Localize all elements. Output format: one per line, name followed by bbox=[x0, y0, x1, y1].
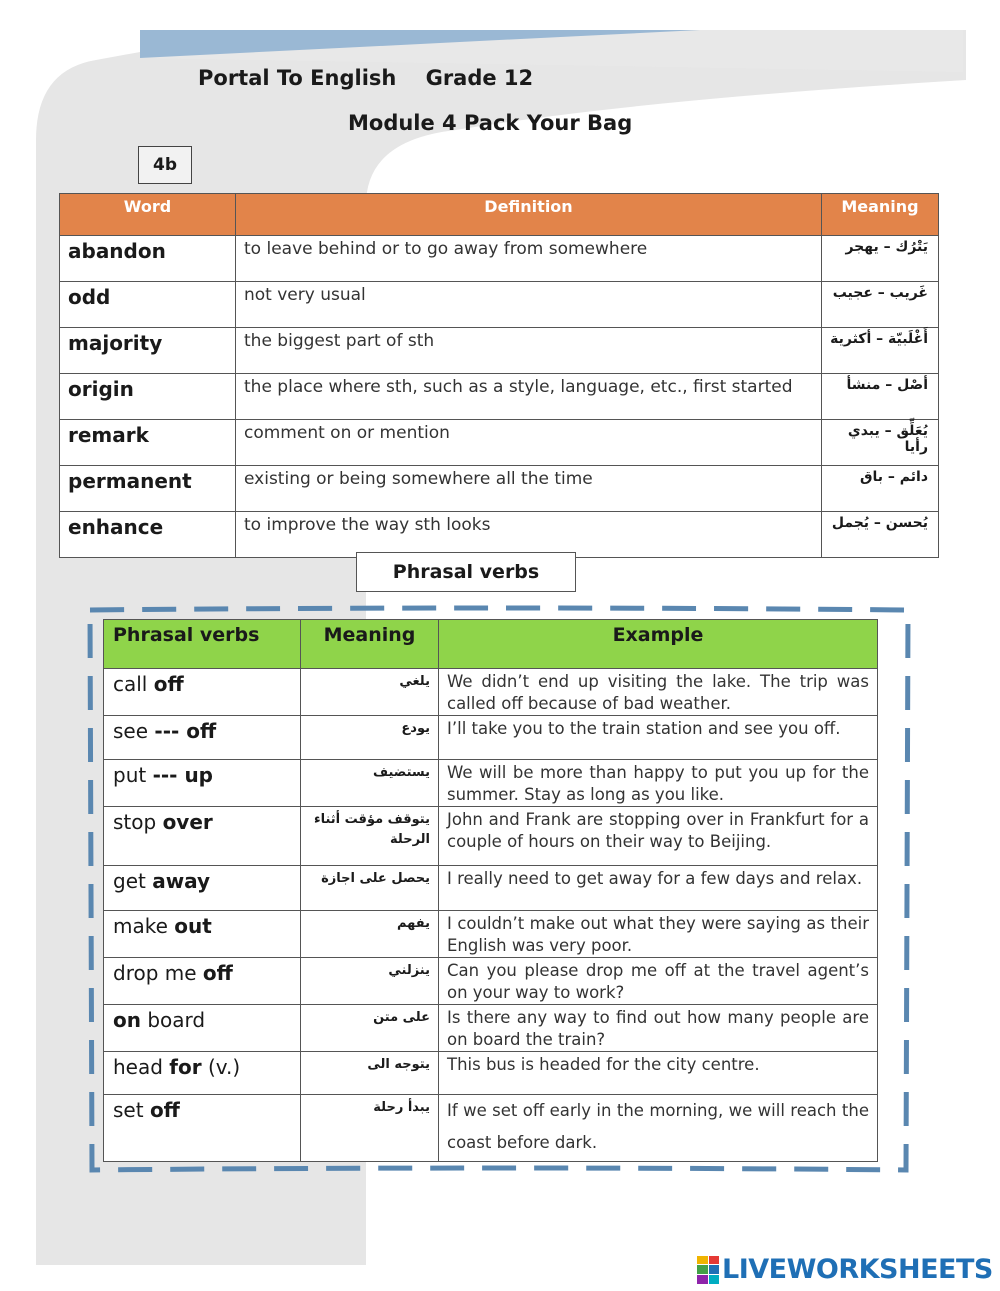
phrasal-meaning: يستضيف bbox=[301, 760, 439, 807]
vocab-meaning: دائم – باق bbox=[822, 466, 939, 512]
table-row bbox=[60, 236, 939, 282]
verb-particle: off bbox=[149, 1098, 180, 1122]
logo-badge-icon bbox=[697, 1256, 719, 1284]
phrasal-header-row bbox=[104, 620, 878, 669]
vocab-definition: comment on or mention bbox=[236, 420, 822, 466]
verb-particle: out bbox=[174, 914, 212, 938]
phrasal-example: I really need to get away for a few days and relax. bbox=[439, 866, 878, 911]
vocab-word: permanent bbox=[60, 466, 236, 512]
logo-text: LIVEWORKSHEETS bbox=[722, 1254, 993, 1285]
phrasal-verb bbox=[104, 958, 301, 1005]
phrasal-meaning: يتوقف مؤقت أثناء الرحلة bbox=[301, 807, 439, 866]
table-row bbox=[104, 760, 878, 807]
verb-particle: --- up bbox=[152, 763, 213, 787]
verb-base: stop bbox=[113, 810, 163, 834]
vocab-definition: the place where sth, such as a style, language, etc., first started bbox=[236, 374, 822, 420]
vocab-col-meaning: Meaning bbox=[822, 194, 939, 236]
table-row bbox=[104, 1005, 878, 1052]
verb-suffix: board bbox=[140, 1008, 206, 1032]
liveworksheets-logo[interactable] bbox=[697, 1254, 993, 1285]
vocab-word: majority bbox=[60, 328, 236, 374]
phrasal-col-verb: Phrasal verbs bbox=[104, 620, 301, 669]
vocab-meaning: أَغْلَبيّة – أكثرية bbox=[822, 328, 939, 374]
phrasal-verb bbox=[104, 1095, 301, 1162]
vocab-col-word: Word bbox=[60, 194, 236, 236]
phrasal-verbs-label: Phrasal verbs bbox=[356, 552, 576, 592]
phrasal-verb bbox=[104, 911, 301, 958]
phrasal-example: This bus is headed for the city centre. bbox=[439, 1052, 878, 1095]
verb-base: set bbox=[113, 1098, 150, 1122]
phrasal-verb bbox=[104, 1005, 301, 1052]
phrasal-example: We didn’t end up visiting the lake. The trip was called off because of bad weather. bbox=[439, 669, 878, 716]
vocab-word: enhance bbox=[60, 512, 236, 558]
phrasal-meaning: يحصل على اجازة bbox=[301, 866, 439, 911]
vocab-definition: existing or being somewhere all the time bbox=[236, 466, 822, 512]
phrasal-example: I’ll take you to the train station and see you off. bbox=[439, 716, 878, 760]
phrasal-col-example: Example bbox=[439, 620, 878, 669]
phrasal-meaning: على متن bbox=[301, 1005, 439, 1052]
vocab-word: remark bbox=[60, 420, 236, 466]
verb-base: see bbox=[113, 719, 155, 743]
vocab-meaning: يَتْرُك – يهجر bbox=[822, 236, 939, 282]
vocab-meaning: غَريب – عجيب bbox=[822, 282, 939, 328]
verb-base: get bbox=[113, 869, 153, 893]
table-row bbox=[60, 420, 939, 466]
verb-suffix: (v.) bbox=[201, 1055, 241, 1079]
course-title: Portal To English Grade 12 bbox=[198, 66, 534, 90]
table-row bbox=[104, 807, 878, 866]
verb-particle: off bbox=[153, 672, 184, 696]
verb-base: head bbox=[113, 1055, 170, 1079]
vocab-definition: to improve the way sth looks bbox=[236, 512, 822, 558]
phrasal-verb bbox=[104, 866, 301, 911]
table-row bbox=[104, 866, 878, 911]
vocab-word: abandon bbox=[60, 236, 236, 282]
verb-particle: away bbox=[152, 869, 211, 893]
verb-base: call bbox=[113, 672, 154, 696]
vocab-header-row bbox=[60, 194, 939, 236]
phrasal-col-meaning: Meaning bbox=[301, 620, 439, 669]
verb-base: make bbox=[113, 914, 175, 938]
table-row bbox=[104, 669, 878, 716]
vocabulary-table bbox=[59, 193, 939, 558]
table-row bbox=[60, 466, 939, 512]
section-tag: 4b bbox=[138, 146, 192, 184]
phrasal-example: John and Frank are stopping over in Frankfurt for a couple of hours on their way to Beijing. bbox=[439, 807, 878, 866]
vocab-meaning: أصْل – منشأ bbox=[822, 374, 939, 420]
verb-base: drop me bbox=[113, 961, 203, 985]
phrasal-example: I couldn’t make out what they were saying as their English was very poor. bbox=[439, 911, 878, 958]
verb-particle: --- off bbox=[154, 719, 217, 743]
phrasal-example: If we set off early in the morning, we will reach the coast before dark. bbox=[439, 1095, 878, 1162]
vocab-word: origin bbox=[60, 374, 236, 420]
vocab-definition: to leave behind or to go away from somewhere bbox=[236, 236, 822, 282]
phrasal-verb bbox=[104, 1052, 301, 1095]
verb-particle: off bbox=[202, 961, 233, 985]
table-row bbox=[60, 374, 939, 420]
vocab-word: odd bbox=[60, 282, 236, 328]
phrasal-meaning: يفهم bbox=[301, 911, 439, 958]
verb-particle: on bbox=[113, 1008, 141, 1032]
table-row bbox=[104, 958, 878, 1005]
verb-particle: over bbox=[162, 810, 213, 834]
vocab-definition: the biggest part of sth bbox=[236, 328, 822, 374]
phrasal-example: Can you please drop me off at the travel agent’s on your way to work? bbox=[439, 958, 878, 1005]
phrasal-meaning: ينزلني bbox=[301, 958, 439, 1005]
vocab-meaning: يُحسن – يُجمل bbox=[822, 512, 939, 558]
phrasal-meaning: يبدأ رحلة bbox=[301, 1095, 439, 1162]
phrasal-verb bbox=[104, 716, 301, 760]
phrasal-verbs-table bbox=[103, 619, 878, 1162]
table-row bbox=[60, 512, 939, 558]
verb-particle: for bbox=[169, 1055, 202, 1079]
phrasal-meaning: يلغي bbox=[301, 669, 439, 716]
vocab-meaning: يُعَلِّق – يبدي رأيا bbox=[822, 420, 939, 466]
vocab-definition: not very usual bbox=[236, 282, 822, 328]
phrasal-example: Is there any way to find out how many people are on board the train? bbox=[439, 1005, 878, 1052]
table-row bbox=[104, 716, 878, 760]
phrasal-verb bbox=[104, 669, 301, 716]
phrasal-meaning: يتوجه الى bbox=[301, 1052, 439, 1095]
phrasal-example: We will be more than happy to put you up for the summer. Stay as long as you like. bbox=[439, 760, 878, 807]
table-row bbox=[60, 282, 939, 328]
table-row bbox=[60, 328, 939, 374]
phrasal-verb bbox=[104, 807, 301, 866]
module-title: Module 4 Pack Your Bag bbox=[348, 111, 633, 135]
phrasal-verb bbox=[104, 760, 301, 807]
vocab-col-definition: Definition bbox=[236, 194, 822, 236]
verb-base: put bbox=[113, 763, 153, 787]
table-row bbox=[104, 1095, 878, 1162]
table-row bbox=[104, 1052, 878, 1095]
phrasal-meaning: يودع bbox=[301, 716, 439, 760]
table-row bbox=[104, 911, 878, 958]
